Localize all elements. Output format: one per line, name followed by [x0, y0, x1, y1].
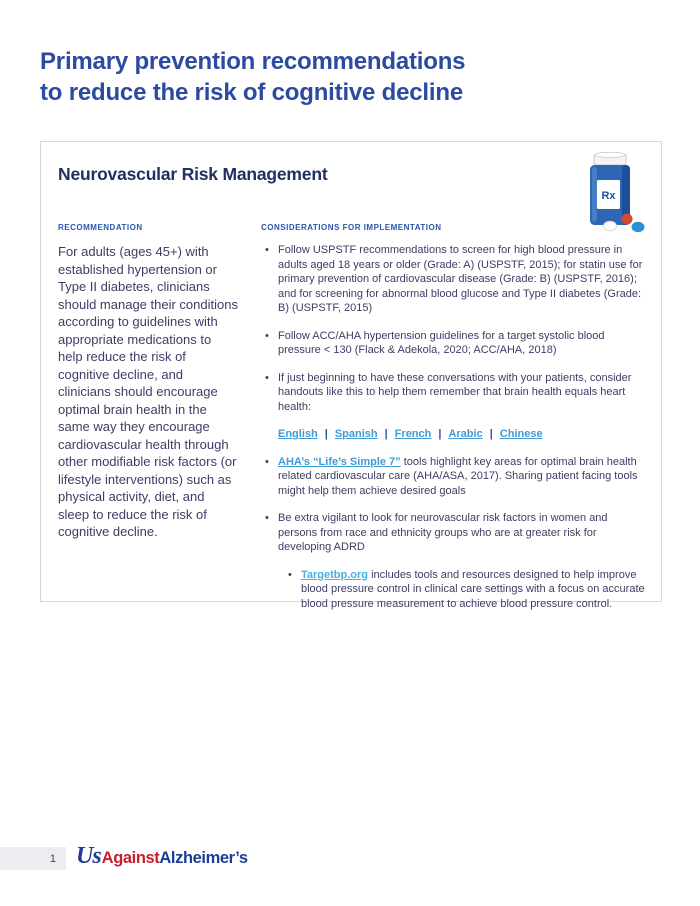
page-title — [40, 46, 465, 108]
logo-against: Against — [101, 849, 160, 867]
rx-label: Rx — [601, 190, 616, 202]
bullet-extra-vigilant: • Be extra vigilant to look for neurovascular risk factors in women and persons from race and ethnicity groups who are at greater risk for developing ADRD — [261, 511, 649, 555]
page-title-line1: Primary prevention recommendations — [40, 48, 466, 75]
neurovascular-risk-card — [40, 141, 662, 610]
sub-bullet-targetbp — [284, 568, 649, 612]
language-links-row — [261, 427, 649, 442]
bullet-uspstf-screening: • Follow USPSTF recommendations to screen for high blood pressure in adults aged 18 years or older (Grade: A) (USPSTF, 2015); for statin use for primary prevention of cardiovascular disease (Grade: B) (USPSTF, 2016); and for screening for abnormal blood glucose and Type II diabetes (Grade: B) (USPSTF, 2015) — [261, 243, 649, 316]
link-separator: | — [324, 428, 328, 440]
recommendation-header: RECOMMENDATION — [58, 223, 143, 232]
page-number-strip — [0, 847, 66, 870]
bullet-patient-conversations: • If just beginning to have these conversations with your patients, consider handouts like this to help them remember that brain health equals heart health: — [261, 371, 649, 415]
page-title-line2: to reduce the risk of cognitive decline — [40, 79, 463, 106]
logo-alzheimers: Alzheimer’s — [159, 849, 248, 867]
bullet-acc-aha-guidelines: • Follow ACC/AHA hypertension guidelines for a target systolic blood pressure < 130 (Flack & Adekola, 2020; ACC/AHA, 2018) — [261, 329, 649, 358]
logo-us: Us — [76, 843, 101, 869]
considerations-list — [261, 243, 649, 414]
considerations-header: CONSIDERATIONS FOR IMPLEMENTATION — [261, 223, 442, 232]
considerations-column — [261, 223, 649, 624]
page-number: 1 — [49, 852, 56, 865]
bullet-aha-lifes-simple-7-text: tools highlight key areas for optimal brain health related cardiovascular care (AHA/ASA, 2017). Sharing patient facing tools might help them achieve desired goals — [278, 455, 638, 497]
usagainstalzheimers-logo — [76, 843, 248, 873]
considerations-list-continued — [261, 455, 649, 612]
link-arabic[interactable]: Arabic — [448, 428, 483, 440]
bullet-aha-lifes-simple-7 — [261, 455, 649, 499]
link-chinese[interactable]: Chinese — [499, 428, 543, 440]
recommendation-text: For adults (ages 45+) with established hypertension or Type II diabetes, clinicians should manage their conditions according to guidelines with appropriate medications to help reduce the risk of cognitive decline, and clinicians should encourage optimal brain health in the same way they encourage cardiovascular health through other modifiable risk factors (or lifestyle interventions) such as physical activity, diet, and sleep to reduce the risk of cognitive decline. — [58, 244, 238, 539]
link-french[interactable]: French — [394, 428, 432, 440]
rx-pill-bottle-icon — [583, 152, 647, 234]
recommendation-column — [58, 223, 238, 541]
link-separator: | — [438, 428, 442, 440]
link-targetbp-org[interactable]: Targetbp.org — [301, 568, 369, 581]
sub-bullet-targetbp-text: includes tools and resources designed to help improve blood pressure control in clinical care settings with a focus on accurate blood pressure measurement to achieve blood pressure control. — [301, 568, 645, 610]
link-english[interactable]: English — [278, 428, 318, 440]
card-heading: Neurovascular Risk Management — [58, 164, 328, 184]
link-separator: | — [489, 428, 493, 440]
link-spanish[interactable]: Spanish — [334, 428, 378, 440]
link-separator: | — [384, 428, 388, 440]
link-aha-lifes-simple-7[interactable]: AHA’s “Life’s Simple 7” — [278, 455, 401, 468]
